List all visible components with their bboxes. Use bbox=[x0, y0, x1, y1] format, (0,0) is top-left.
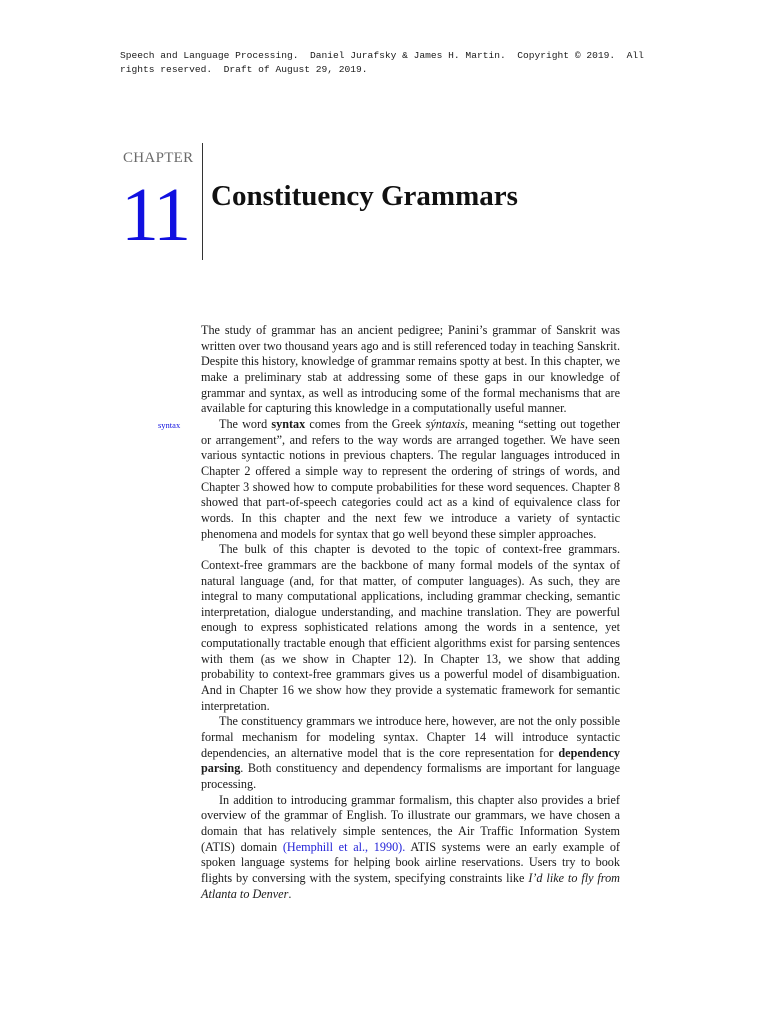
body-text bbox=[201, 323, 620, 902]
paragraph-1: The study of grammar has an ancient pedigree; Panini’s grammar of Sanskrit was written over two thousand years ago and is still referenced today in teaching Sanskrit. Despite this history, knowledge of grammar remains spotty at best. In this chapter, we make a preliminary stab at addressing some of these gaps in our knowledge of grammar and syntax, as well as introducing some of the formal mechanisms that are available for capturing this knowledge in a computationally useful manner. bbox=[201, 323, 620, 416]
chapter-divider bbox=[202, 143, 203, 260]
paragraph-5-text-c: . bbox=[288, 886, 292, 901]
greek-word: sýntaxis bbox=[425, 416, 465, 431]
paragraph-4-text-a: The constituency grammars we introduce here, however, are not the only possible formal mechanism for modeling syntax. Chapter 14 will introduce syntactic dependencies, an alternative model that is the core representation for bbox=[201, 714, 620, 760]
paragraph-4-text-b: . Both constituency and dependency formalisms are important for language processing. bbox=[201, 761, 620, 792]
paragraph-5-text-b: ATIS systems were an early example of spoken language systems for helping book airline reservations. Users try to book flights by conversing with the system, specifying constraints like bbox=[201, 839, 620, 885]
paragraph-4 bbox=[201, 714, 620, 792]
citation-link[interactable]: (Hemphill et al., 1990). bbox=[282, 839, 406, 854]
example-sentence: I’d like to fly from Atlanta to Denver bbox=[201, 870, 620, 901]
chapter-title: Constituency Grammars bbox=[211, 180, 518, 212]
paragraph-3: The bulk of this chapter is devoted to the topic of context-free grammars. Context-free grammars are the backbone of many formal models of the syntax of natural language (and, for that matter, of computer languages). As such, they are integral to many computational applications, including grammar checking, semantic interpretation, dialogue understanding, and machine translation. They are powerful enough to express sophisticated relations among the words in a sentence, yet computationally tractable enough that efficient algorithms exist for parsing sentences with them (as we show in Chapter 12). In Chapter 13, we show that adding probability to context-free grammars gives us a powerful model of disambiguation. And in Chapter 16 we show how they provide a systematic framework for semantic interpretation. bbox=[201, 542, 620, 713]
margin-note-syntax: syntax bbox=[158, 420, 181, 430]
chapter-label: CHAPTER bbox=[123, 150, 194, 166]
header-line-2: rights reserved. Draft of August 29, 2019. bbox=[120, 64, 368, 75]
paragraph-2 bbox=[201, 417, 620, 542]
paragraph-2-text-b: comes from the Greek bbox=[305, 416, 426, 431]
paragraph-5 bbox=[201, 793, 620, 903]
paragraph-2-text-a: The word bbox=[219, 416, 272, 431]
term-dependency-parsing: dependency parsing bbox=[201, 745, 620, 776]
page-header bbox=[120, 49, 644, 77]
paragraph-2-text-c: , meaning “setting out together or arrangement”, and refers to the way words are arranged together. We have seen various syntactic notions in previous chapters. The regular languages introduced in Chapter 2 offered a simple way to represent the ordering of strings of words, and Chapter 3 showed how to compute probabilities for these word sequences. Chapter 8 showed that part-of-speech categories could act as a kind of equivalence class for words. In this chapter and the next few we introduce a variety of syntactic phenomena and models for syntax that go well beyond these simpler approaches. bbox=[201, 416, 620, 541]
paragraph-5-text-a: In addition to introducing grammar formalism, this chapter also provides a brief overview of the grammar of English. To illustrate our grammars, we have chosen a domain that has relatively simple sentences, the Air Traffic Information System (ATIS) domain bbox=[201, 792, 620, 854]
chapter-number: 11 bbox=[121, 173, 189, 257]
header-line-1: Speech and Language Processing. Daniel Jurafsky & James H. Martin. Copyright © 2019. All bbox=[120, 50, 644, 61]
term-syntax: syntax bbox=[271, 416, 306, 431]
